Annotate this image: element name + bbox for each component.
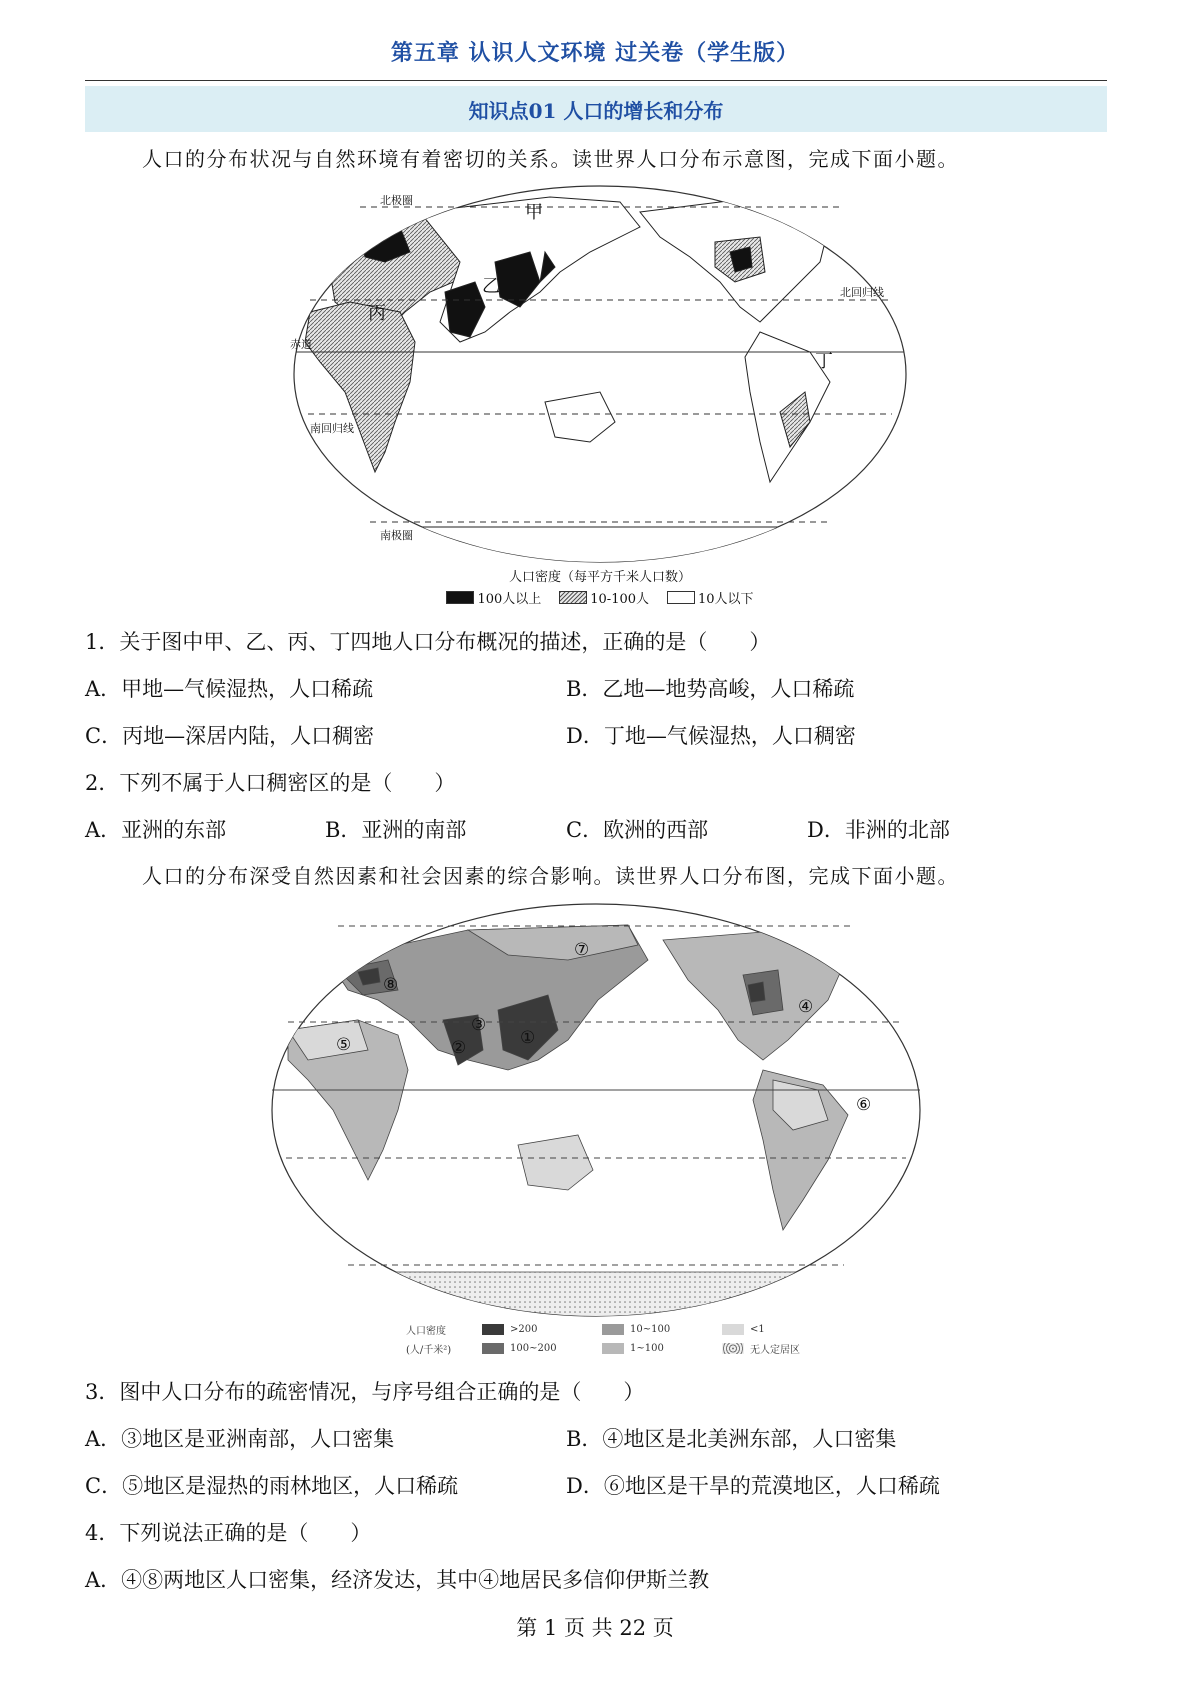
q2-option-b: B．亚洲的南部 <box>325 818 467 842</box>
q1-option-d: D．丁地—气候湿热，人口稠密 <box>566 724 856 748</box>
q1-option-c: C．丙地—深居内陆，人口稠密 <box>85 724 375 748</box>
legend2-item-100-200: 100~200 <box>482 1341 602 1356</box>
question-2-stem: 2．下列不属于人口稠密区的是（ ） <box>85 771 456 795</box>
q2-option-d: D．非洲的北部 <box>807 818 950 842</box>
legend2-item-1-100: 1~100 <box>602 1341 722 1356</box>
q1-option-b: B．乙地—地势高峻，人口稀疏 <box>566 677 855 701</box>
legend-item-dense: 100人以上 <box>446 588 541 607</box>
swatch-moderate <box>559 591 587 604</box>
q3-option-b: B．④地区是北美洲东部，人口密集 <box>566 1427 897 1451</box>
marker-3: ③ <box>471 1015 487 1035</box>
q2-option-c: C．欧洲的西部 <box>566 818 709 842</box>
world-population-map-2 <box>268 900 924 1320</box>
q3-option-c: C．⑤地区是湿热的雨林地区，人口稀疏 <box>85 1474 459 1498</box>
label-tropic-cancer: 北回归线 <box>840 286 884 299</box>
world-population-map-1 <box>290 182 910 567</box>
marker-jia: 甲 <box>525 202 543 223</box>
label-tropic-capricorn: 南回归线 <box>310 422 354 435</box>
legend2-item-lt1: <1 <box>722 1322 842 1337</box>
map2-legend-title: 人口密度 <box>406 1326 446 1337</box>
marker-2: ② <box>451 1038 467 1058</box>
landmass-antarctica <box>350 527 850 567</box>
marker-1: ① <box>520 1028 536 1048</box>
region-greenland <box>828 905 908 945</box>
map1-legend <box>420 566 780 607</box>
region-north-america-dense <box>748 982 765 1002</box>
page-footer: 第 1 页 共 22 页 <box>516 1616 674 1640</box>
q1-option-a: A．甲地—气候湿热，人口稀疏 <box>85 677 374 701</box>
question-3-stem: 3．图中人口分布的疏密情况，与序号组合正确的是（ ） <box>85 1380 645 1404</box>
marker-5: ⑤ <box>336 1035 352 1055</box>
intro-paragraph-2: 人口的分布深受自然因素和社会因素的综合影响。读世界人口分布图，完成下面小题。 <box>142 864 959 888</box>
question-1-stem: 1．关于图中甲、乙、丙、丁四地人口分布概况的描述，正确的是（ ） <box>85 630 771 654</box>
label-south-polar: 南极圈 <box>380 529 413 542</box>
marker-bing: 丙 <box>368 303 386 324</box>
marker-4: ④ <box>798 997 814 1017</box>
q3-option-a: A．③地区是亚洲南部，人口密集 <box>85 1427 395 1451</box>
swatch-sparse <box>667 591 695 604</box>
legend-item-sparse: 10人以下 <box>667 588 754 607</box>
marker-yi: 乙 <box>482 276 500 297</box>
map2-legend <box>406 1322 826 1356</box>
legend2-item-uninhabited: 无人定居区 <box>722 1341 842 1356</box>
map1-legend-title: 人口密度（每平方千米人口数） <box>508 570 691 585</box>
intro-paragraph-1: 人口的分布状况与自然环境有着密切的关系。读世界人口分布示意图，完成下面小题。 <box>142 147 959 171</box>
section-heading: 知识点01 人口的增长和分布 <box>85 86 1107 132</box>
document-title: 第五章 认识人文环境 过关卷（学生版） <box>390 40 800 66</box>
header-rule <box>85 80 1107 81</box>
label-north-polar: 北极圈 <box>380 194 413 207</box>
swatch-dense <box>446 591 474 604</box>
region-antarctica <box>328 1272 868 1320</box>
marker-ding: 丁 <box>815 351 833 372</box>
marker-8: ⑧ <box>383 975 399 995</box>
label-equator: 赤道 <box>290 338 312 351</box>
legend-item-moderate: 10-100人 <box>559 588 649 607</box>
q2-option-a: A．亚洲的东部 <box>85 818 227 842</box>
question-4-stem: 4．下列说法正确的是（ ） <box>85 1521 372 1545</box>
q3-option-d: D．⑥地区是干旱的荒漠地区，人口稀疏 <box>566 1474 940 1498</box>
legend2-item-gt200: >200 <box>482 1322 602 1337</box>
marker-6: ⑥ <box>856 1095 872 1115</box>
legend2-item-10-100: 10~100 <box>602 1322 722 1337</box>
marker-7: ⑦ <box>574 940 590 960</box>
q4-option-a: A．④⑧两地区人口密集，经济发达，其中④地居民多信仰伊斯兰教 <box>85 1568 710 1592</box>
map2-legend-unit: (人/千米²) <box>406 1345 452 1356</box>
